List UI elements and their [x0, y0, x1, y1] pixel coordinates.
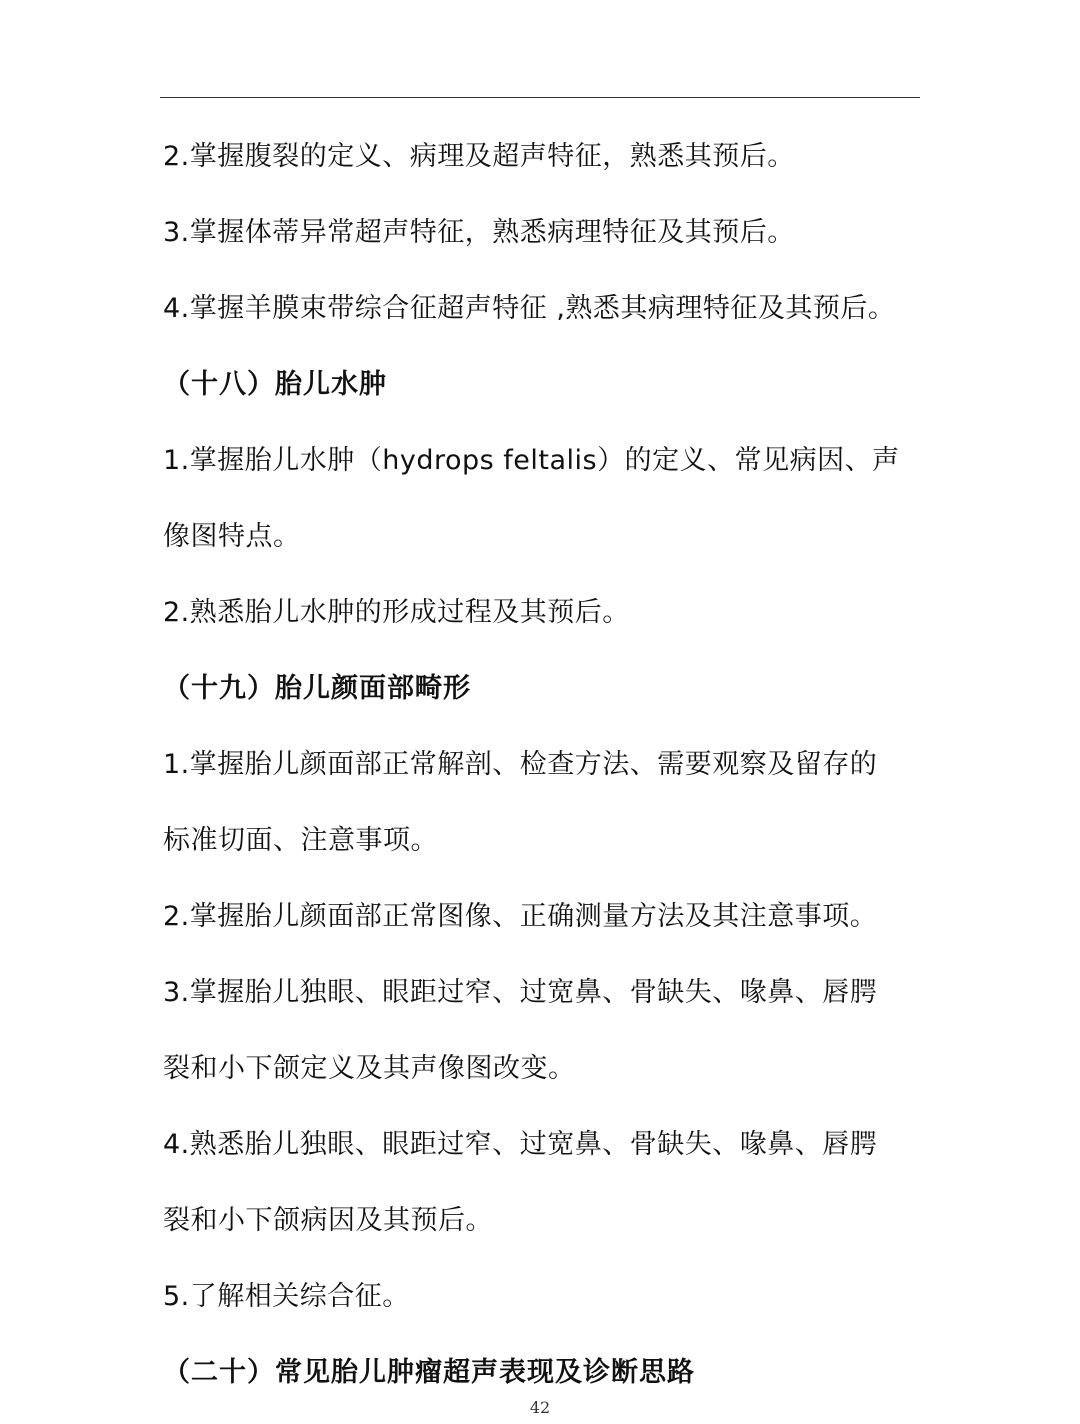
section-heading: （十九）胎儿颜面部畸形 [163, 673, 471, 704]
list-item: 1.掌握胎儿水肿（hydrops feltalis）的定义、常见病因、声 [163, 445, 900, 476]
list-item: 4.掌握羊膜束带综合征超声特征 ,熟悉其病理特征及其预后。 [163, 293, 896, 324]
list-item: 3.掌握胎儿独眼、眼距过窄、过宽鼻、骨缺失、喙鼻、唇腭 [163, 977, 878, 1008]
list-item-continuation: 裂和小下颌定义及其声像图改变。 [163, 1053, 576, 1084]
section-heading: （十八）胎儿水肿 [163, 369, 387, 400]
list-item: 2.掌握腹裂的定义、病理及超声特征，熟悉其预后。 [163, 141, 795, 172]
list-item: 4.熟悉胎儿独眼、眼距过窄、过宽鼻、骨缺失、喙鼻、唇腭 [163, 1129, 878, 1160]
list-item: 2.熟悉胎儿水肿的形成过程及其预后。 [163, 597, 630, 628]
list-item-continuation: 裂和小下颌病因及其预后。 [163, 1205, 493, 1236]
page-number: 42 [529, 1398, 551, 1417]
list-item: 5.了解相关综合征。 [163, 1281, 410, 1312]
list-item-continuation: 标准切面、注意事项。 [163, 825, 438, 856]
list-item: 2.掌握胎儿颜面部正常图像、正确测量方法及其注意事项。 [163, 901, 878, 932]
list-item: 3.掌握体蒂异常超声特征，熟悉病理特征及其预后。 [163, 217, 795, 248]
list-item-continuation: 像图特点。 [163, 521, 301, 552]
list-item: 1.掌握胎儿颜面部正常解剖、检查方法、需要观察及留存的 [163, 749, 878, 780]
section-heading: （二十）常见胎儿肿瘤超声表现及诊断思路 [163, 1357, 695, 1388]
header-rule [160, 97, 920, 98]
